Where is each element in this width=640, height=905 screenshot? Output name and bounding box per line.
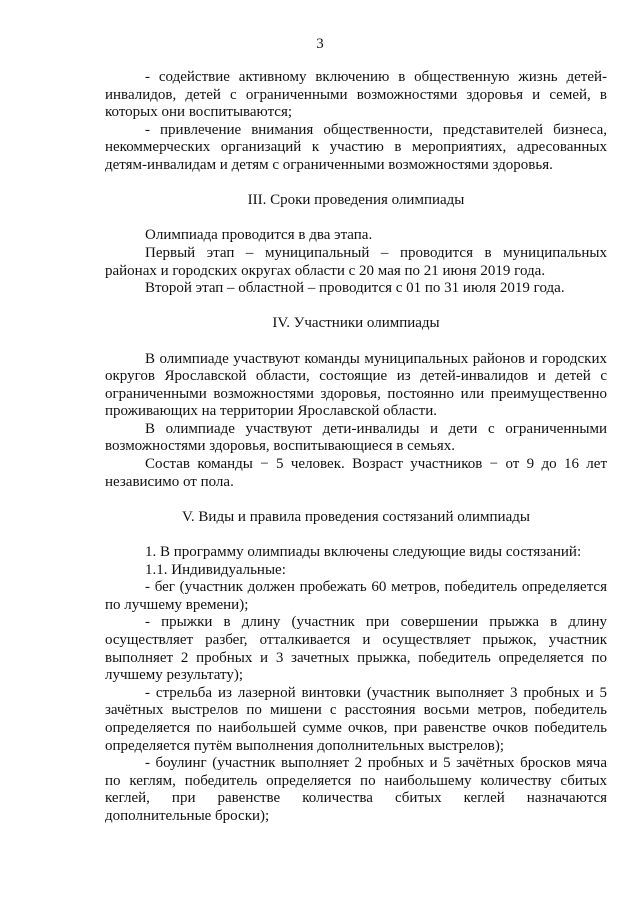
paragraph: Второй этап – областной – проводится с 01 по 31 июля 2019 года. (145, 280, 565, 297)
paragraph: Состав команды − 5 человек. Возраст участников − от 9 до 16 лет независимо от пола. (105, 456, 607, 490)
document-body (105, 69, 607, 826)
paragraph: Первый этап – муниципальный – проводится в муниципальных районах и городских округах области с 20 мая по 21 июня 2019 года. (105, 244, 607, 279)
paragraph: - привлечение внимания общественности, представителей бизнеса, некоммерческих организаций к участию в мероприятиях, адресованных детям-инвалидам и детям с ограниченными возможностями здоровья. (105, 121, 607, 173)
paragraph: - стрельба из лазерной винтовки (участник выполняет 3 пробных и 5 зачётных выстрелов по мишени с расстояния восьми метров, победитель определяется по наибольшей сумме очков, при равенстве очков победитель определяется путём выполнения дополнительных выстрелов); (105, 684, 607, 754)
section-heading: IV. Участники олимпиады (272, 315, 440, 332)
page-number: 3 (316, 36, 324, 52)
paragraph: 1. В программу олимпиады включены следующие виды состязаний: (145, 544, 582, 561)
paragraph: В олимпиаде участвуют дети-инвалиды и дети с ограниченными возможностями здоровья, воспитывающиеся в семьях. (105, 420, 607, 455)
paragraph: - бег (участник должен пробежать 60 метров, победитель определяется по лучшему времени); (105, 579, 607, 613)
paragraph: 1.1. Индивидуальные: (145, 561, 286, 578)
section-heading: V. Виды и правила проведения состязаний олимпиады (182, 508, 530, 525)
paragraph: - содействие активному включению в общественную жизнь детей-инвалидов, детей с ограниченными возможностями здоровья и семей, в которых они воспитываются; (105, 69, 607, 121)
paragraph: В олимпиаде участвуют команды муниципальных районов и городских округов Ярославской области, состоящие из детей-инвалидов и детей с ограниченными возможностями здоровья, постоянно или преимущественно проживающих на территории Ярославской области. (105, 350, 607, 420)
paragraph: - боулинг (участник выполняет 2 пробных и 5 зачётных бросков мяча по кеглям, победитель определяется по наибольшему количеству сбитых кеглей, при равенстве количества сбитых кеглей назначаются дополнительные броски); (105, 755, 607, 824)
section-heading: III. Сроки проведения олимпиады (247, 192, 465, 209)
paragraph: - прыжки в длину (участник при совершении прыжка в длину осуществляет разбег, отталкивается и осуществляет прыжок, участник выполняет 2 пробных и 3 зачетных прыжка, победитель определяется по лучшему результату); (105, 614, 607, 684)
paragraph: Олимпиада проводится в два этапа. (145, 227, 373, 244)
